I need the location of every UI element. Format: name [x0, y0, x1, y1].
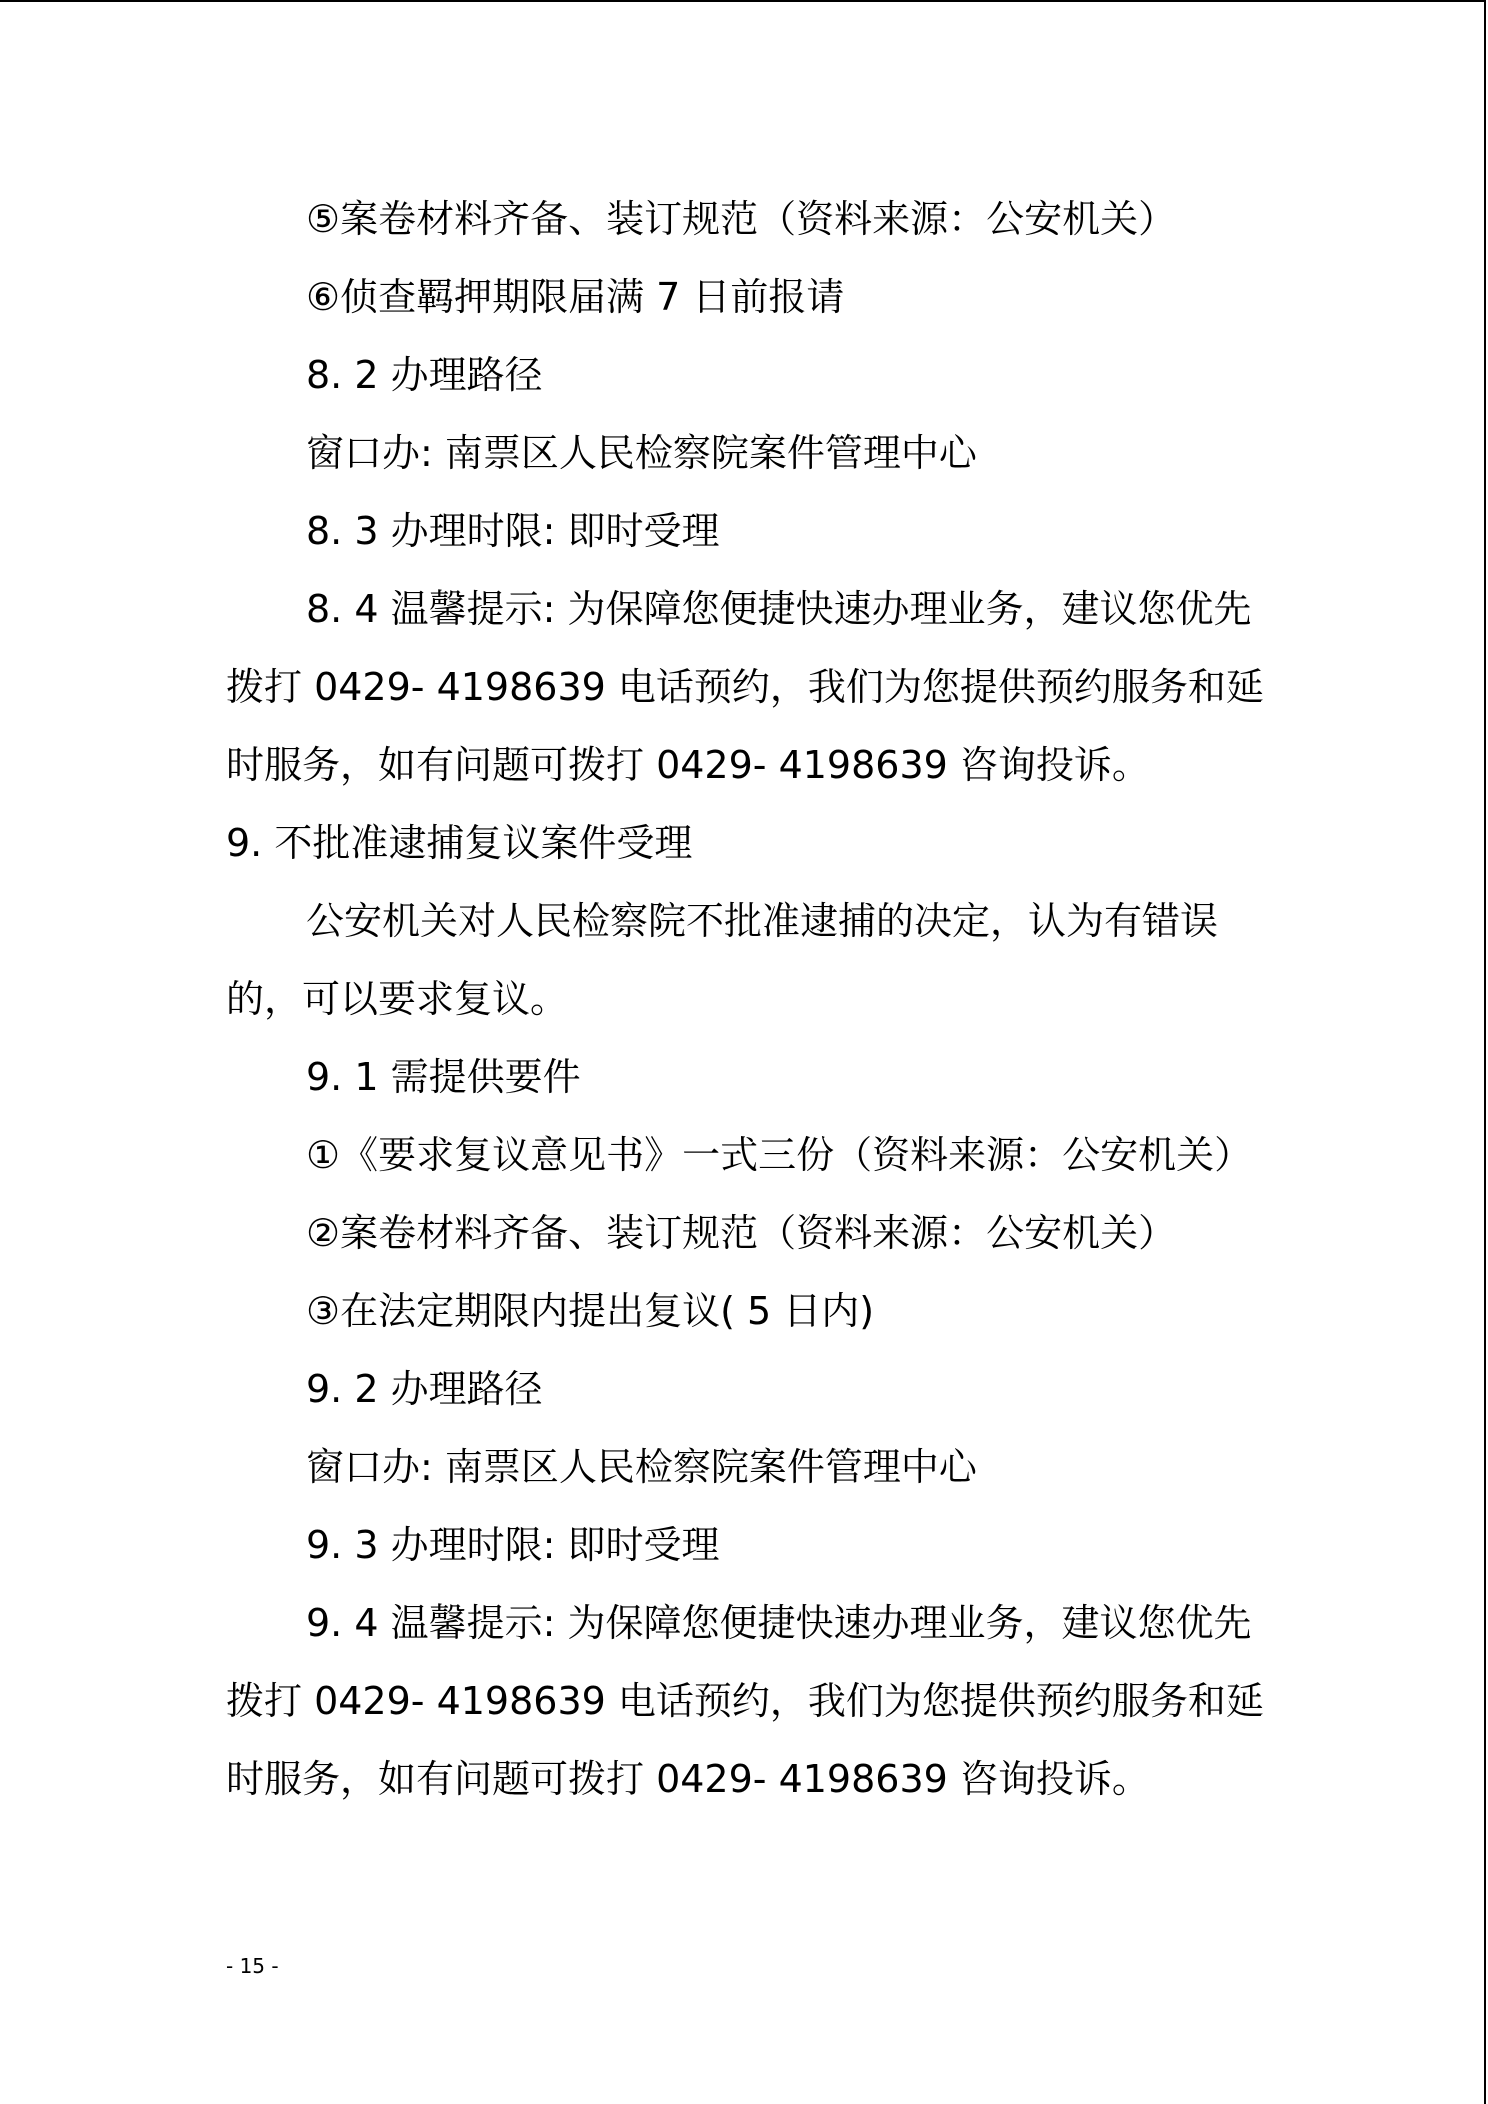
- requirement-item-6: ⑥侦查羁押期限届满 7 日前报请: [306, 275, 845, 319]
- section-heading-9-2: 9. 2 办理路径: [306, 1367, 543, 1411]
- section-heading-8-2: 8. 2 办理路径: [306, 353, 543, 397]
- tip-9-4-line-1: 9. 4 温馨提示: 为保障您便捷快速办理业务，建议您优先: [306, 1601, 1252, 1645]
- tip-8-4-line-2: 拨打 0429- 4198639 电话预约，我们为您提供预约服务和延: [226, 665, 1264, 709]
- requirement-item-1: ①《要求复议意见书》一式三份（资料来源：公安机关）: [306, 1133, 1253, 1177]
- window-office-9: 窗口办: 南票区人民检察院案件管理中心: [306, 1445, 977, 1489]
- tip-9-4-line-3: 时服务，如有问题可拨打 0429- 4198639 咨询投诉。: [226, 1757, 1150, 1801]
- tip-9-4-line-2: 拨打 0429- 4198639 电话预约，我们为您提供预约服务和延: [226, 1679, 1264, 1723]
- requirement-item-5: ⑤案卷材料齐备、装订规范（资料来源：公安机关）: [306, 197, 1177, 241]
- requirement-item-2: ②案卷材料齐备、装订规范（资料来源：公安机关）: [306, 1211, 1177, 1255]
- paragraph-9-line-1: 公安机关对人民检察院不批准逮捕的决定，认为有错误: [306, 899, 1219, 943]
- tip-8-4-line-1: 8. 4 温馨提示: 为保障您便捷快速办理业务，建议您优先: [306, 587, 1252, 631]
- section-heading-8-3: 8. 3 办理时限: 即时受理: [306, 509, 720, 553]
- requirement-item-3: ③在法定期限内提出复议( 5 日内): [306, 1289, 875, 1333]
- section-heading-9-1: 9. 1 需提供要件: [306, 1055, 581, 1099]
- paragraph-9-line-2: 的，可以要求复议。: [226, 977, 569, 1021]
- section-heading-9-3: 9. 3 办理时限: 即时受理: [306, 1523, 720, 1567]
- page-number: - 15 -: [226, 1954, 279, 1978]
- window-office-8: 窗口办: 南票区人民检察院案件管理中心: [306, 431, 977, 475]
- section-heading-9: 9. 不批准逮捕复议案件受理: [226, 821, 693, 865]
- tip-8-4-line-3: 时服务，如有问题可拨打 0429- 4198639 咨询投诉。: [226, 743, 1150, 787]
